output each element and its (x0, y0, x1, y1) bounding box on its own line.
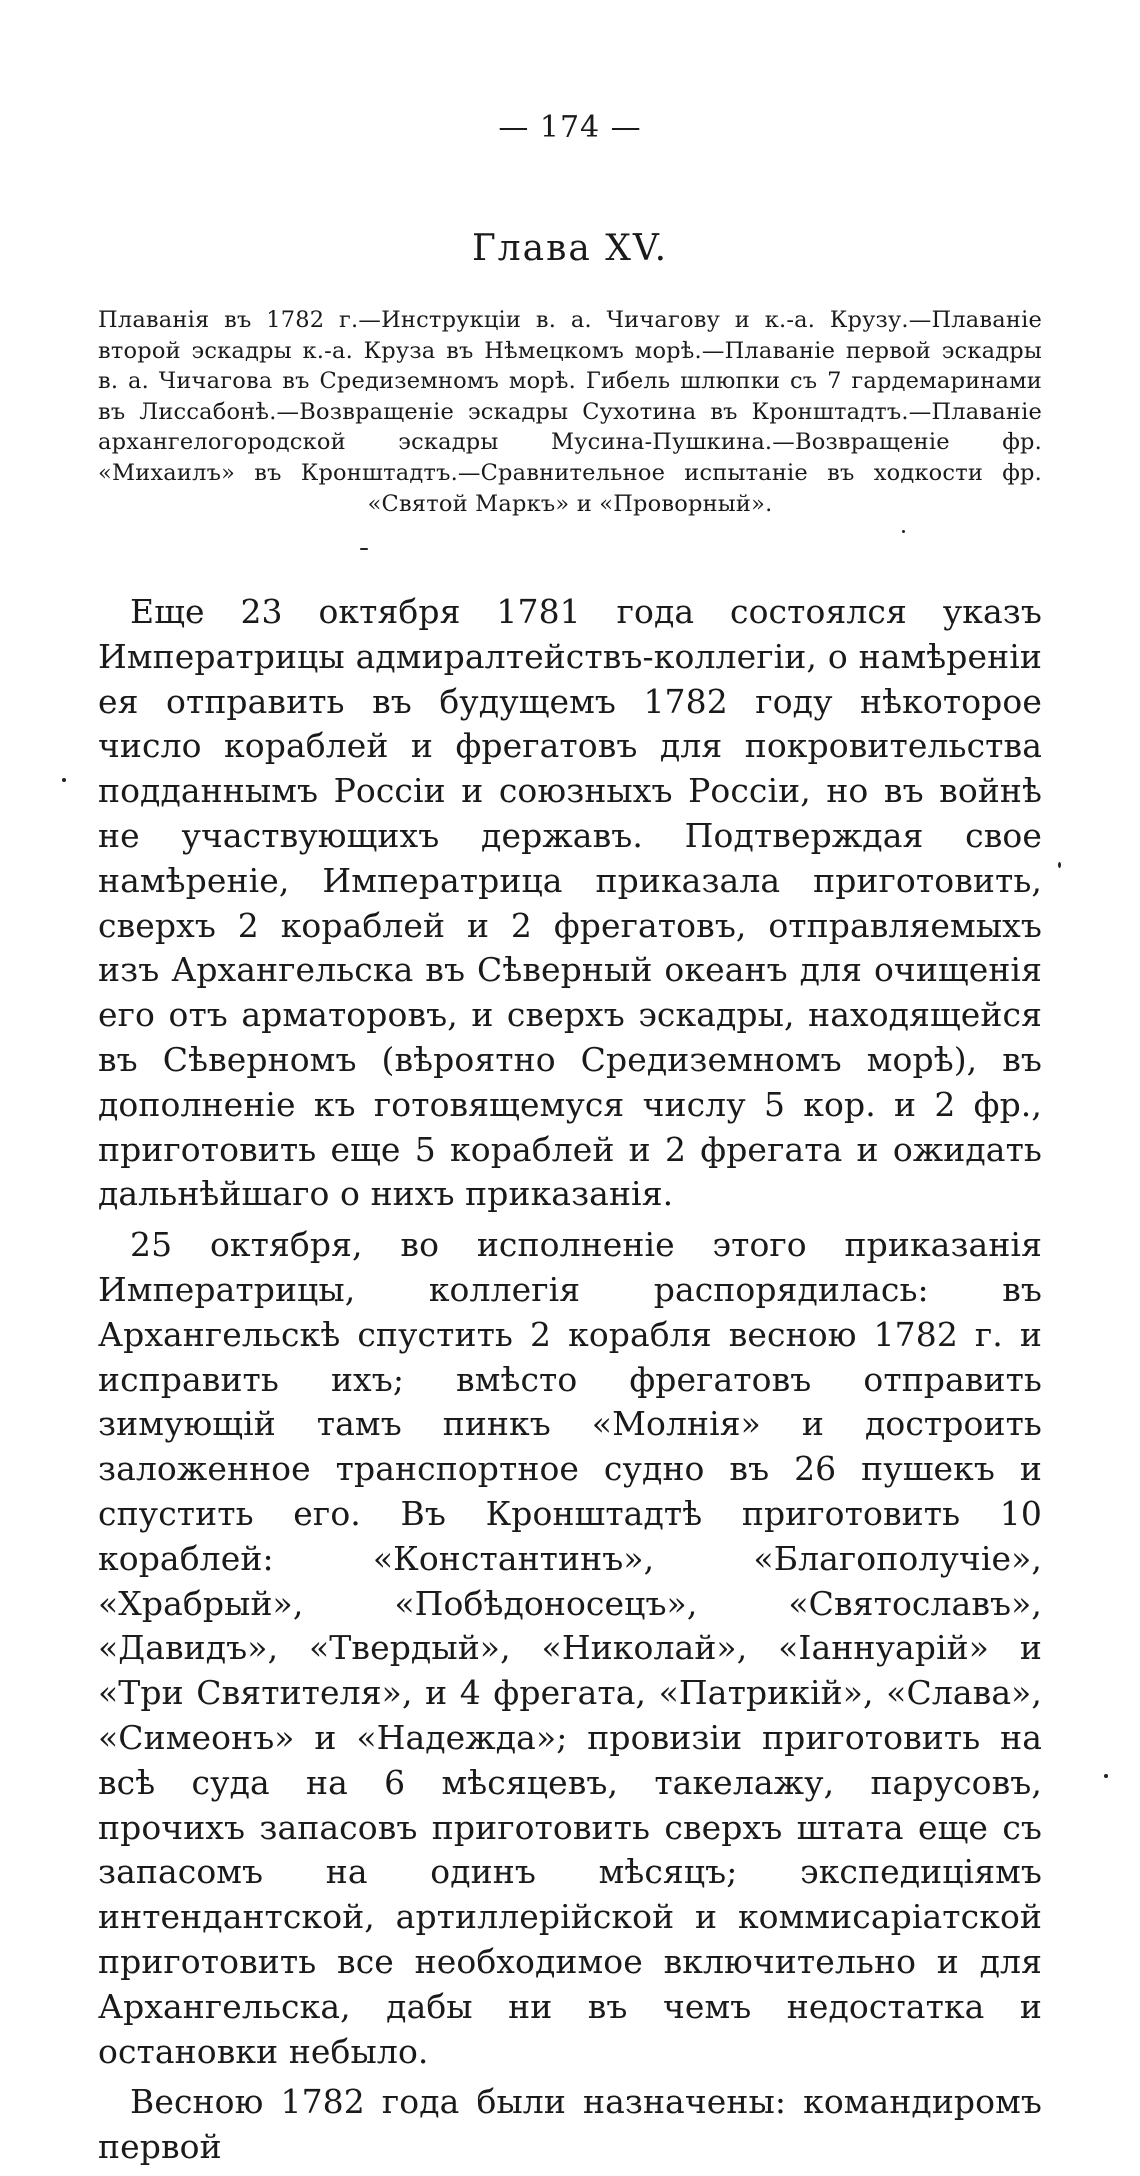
body-text (98, 590, 1042, 2176)
scan-speck (62, 778, 66, 782)
page-number: — 174 — (498, 110, 642, 145)
chapter-title: Глава XV. (471, 228, 669, 269)
paragraph: Весною 1782 года были назначены: командиромъ первой (98, 2082, 1042, 2167)
paragraph: Еще 23 октября 1781 года состоялся указъ Императрицы адмиралтействъ-коллегіи, о намѣреніи ея отправить въ будущемъ 1782 году нѣкоторое число кораблей и фрегатовъ для покровительства подданнымъ Россіи и союзныхъ Россіи, но въ войнѣ не участвующихъ державъ. Подтверждая свое намѣреніе, Императрица приказала приготовить, сверхъ 2 кораблей и 2 фрегатовъ, отправляемыхъ изъ Архангельска въ Сѣверный океанъ для очищенія его отъ арматоровъ, и сверхъ эскадры, находящейся въ Сѣверномъ (вѣроятно Средиземномъ морѣ), въ дополненіе къ готовящемуся числу 5 кор. и 2 фр., приготовить еще 5 кораблей и 2 фрегата и ожидать дальнѣйшаго о нихъ приказанія. (98, 592, 1042, 1214)
scan-speck (1058, 862, 1061, 868)
scan-speck (1104, 1774, 1108, 1778)
chapter-summary: Плаванія въ 1782 г.—Инструкціи в. а. Чичагову и к.-а. Крузу.—Плаваніе второй эскадры к.-а. Круза въ Нѣмецкомъ морѣ.—Плаваніе первой эскадры в. а. Чичагова въ Средиземномъ морѣ. Гибель шлюпки съ 7 гардемаринами въ Лиссабонѣ.—Возвращеніе эскадры Сухотина въ Кронштадтъ.—Плаваніе архангелогородской эскадры Мусина-Пушкина.—Возвращеніе фр. «Михаилъ» въ Кронштадтъ.—Сравнительное испытаніе въ ходкости фр. «Святой Маркъ» и «Проворный». (98, 307, 1042, 517)
scan-speck (902, 530, 905, 533)
scan-speck (360, 548, 368, 550)
paragraph: 25 октября, во исполненіе этого приказанія Императрицы, коллегія распорядилась: въ Архангельскѣ спустить 2 корабля весною 1782 г. и исправить ихъ; вмѣсто фрегатовъ отправить зимующій тамъ пинкъ «Молнія» и достроить заложенное транспортное судно въ 26 пушекъ и спустить его. Въ Кронштадтѣ приготовить 10 кораблей: «Константинъ», «Благополучіе», «Храбрый», «Побѣдоносецъ», «Святославъ», «Давидъ», «Твердый», «Николай», «Іаннуарій» и «Три Святителя», и 4 фрегата, «Патрикій», «Слава», «Симеонъ» и «Надежда»; провизіи приготовить на всѣ суда на 6 мѣсяцевъ, такелажу, парусовъ, прочихъ запасовъ приготовить сверхъ штата еще съ запасомъ на одинъ мѣсяцъ; экспедиціямъ интендантской, артиллерійской и коммисаріатской приготовить все необходимое включительно и для Архангельска, дабы ни въ чемъ недостатка и остановки небыло. (98, 1225, 1042, 2071)
